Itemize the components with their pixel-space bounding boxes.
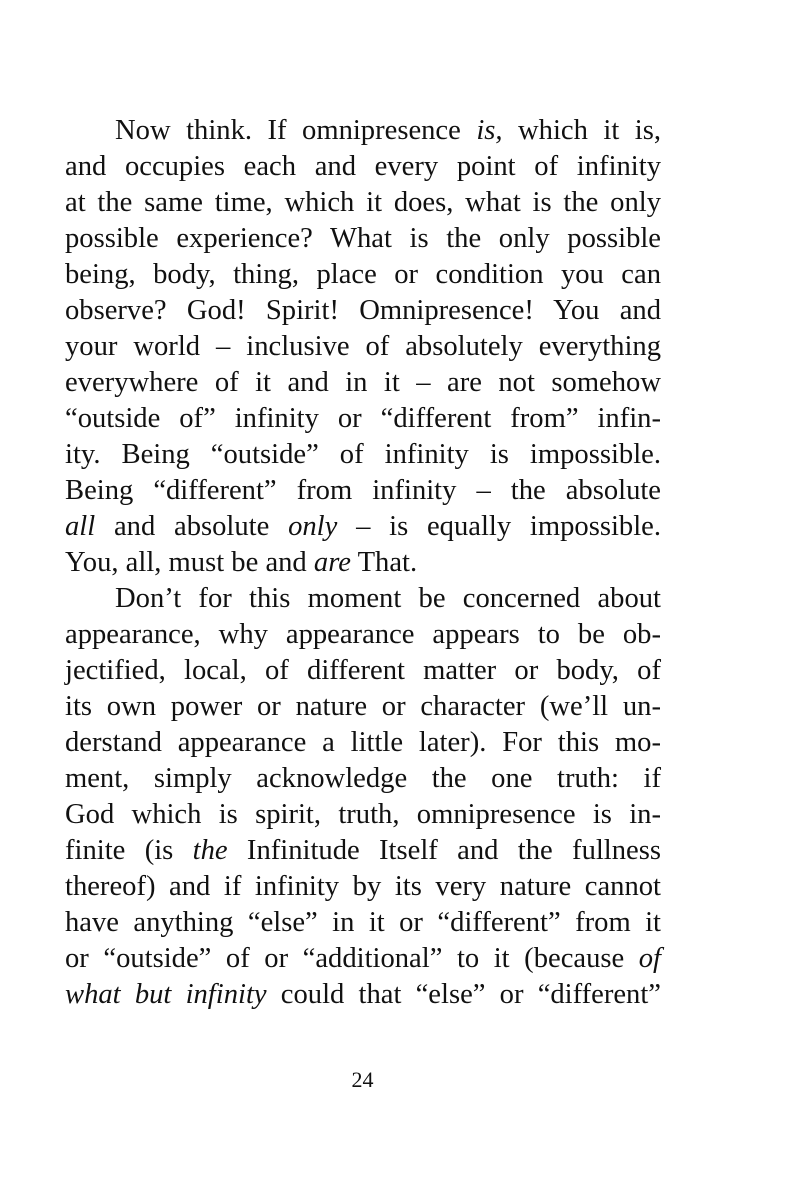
- text-run: Infinitude Itself and the fullness: [227, 835, 661, 866]
- text-line: [65, 869, 661, 905]
- text-line: [65, 473, 661, 509]
- text-run: jectified, local, of different matter or body, of: [65, 655, 661, 686]
- text-line: [65, 221, 661, 257]
- italic-text: are: [313, 547, 351, 578]
- paragraph: [65, 113, 661, 581]
- paragraph: [65, 581, 661, 1013]
- italic-text: what but infinity: [65, 979, 267, 1010]
- text-line: [65, 617, 661, 653]
- text-line: [65, 185, 661, 221]
- text-run: its own power or nature or character (we’ll un-: [65, 691, 661, 722]
- italic-text: of: [638, 943, 661, 974]
- text-run: observe? God! Spirit! Omnipresence! You and: [65, 295, 661, 326]
- text-run: Now think. If omnipresence: [115, 115, 477, 146]
- text-run: thereof) and if infinity by its very nature cannot: [65, 871, 661, 902]
- text-line: [65, 545, 661, 581]
- text-run: could that “else” or “different”: [266, 979, 661, 1010]
- text-line: [65, 401, 661, 437]
- text-line: [65, 653, 661, 689]
- text-run: God which is spirit, truth, omnipresence is in-: [65, 799, 661, 830]
- text-line: [65, 761, 661, 797]
- text-run: That.: [350, 547, 418, 578]
- text-line: [65, 293, 661, 329]
- text-run: finite (is: [65, 835, 193, 866]
- text-line: [65, 977, 661, 1013]
- text-run: ment, simply acknowledge the one truth: if: [65, 763, 661, 794]
- italic-text: only: [288, 511, 338, 542]
- text-run: and absolute: [95, 511, 289, 542]
- text-run: “outside of” infinity or “different from” infin-: [65, 403, 661, 434]
- text-run: your world – inclusive of absolutely everything: [65, 331, 661, 362]
- text-line: [65, 365, 661, 401]
- text-run: appearance, why appearance appears to be ob-: [65, 619, 661, 650]
- text-run: – is equally impossible.: [337, 511, 661, 542]
- page-number: 24: [351, 1067, 374, 1092]
- text-run: ity. Being “outside” of infinity is impossible.: [65, 439, 661, 470]
- text-line: [65, 725, 661, 761]
- text-run: at the same time, which it does, what is the only: [65, 187, 661, 218]
- text-line: [65, 113, 661, 149]
- text-line: [65, 833, 661, 869]
- italic-text: all: [65, 511, 96, 542]
- text-run: Being “different” from infinity – the absolute: [65, 475, 661, 506]
- text-run: and occupies each and every point of infinity: [65, 151, 661, 182]
- text-line: [65, 509, 661, 545]
- text-line: [65, 797, 661, 833]
- text-line: [65, 257, 661, 293]
- text-run: You, all, must be and: [65, 547, 314, 578]
- text-line: [65, 329, 661, 365]
- text-run: derstand appearance a little later). For this mo-: [65, 727, 661, 758]
- text-run: being, body, thing, place or condition you can: [65, 259, 661, 290]
- text-run: possible experience? What is the only possible: [65, 223, 661, 254]
- italic-text: the: [192, 835, 228, 866]
- text-run: Don’t for this moment be concerned about: [115, 583, 661, 614]
- text-run: which it is,: [502, 115, 661, 146]
- body-text: [65, 113, 661, 1013]
- text-line: [65, 689, 661, 725]
- text-line: [65, 437, 661, 473]
- text-line: [65, 941, 661, 977]
- text-run: have anything “else” in it or “different” from it: [65, 907, 661, 938]
- italic-text: is,: [476, 115, 503, 146]
- text-line: [65, 905, 661, 941]
- text-line: [65, 581, 661, 617]
- text-run: everywhere of it and in it – are not somehow: [65, 367, 661, 398]
- text-run: or “outside” of or “additional” to it (because: [65, 943, 639, 974]
- text-line: [65, 149, 661, 185]
